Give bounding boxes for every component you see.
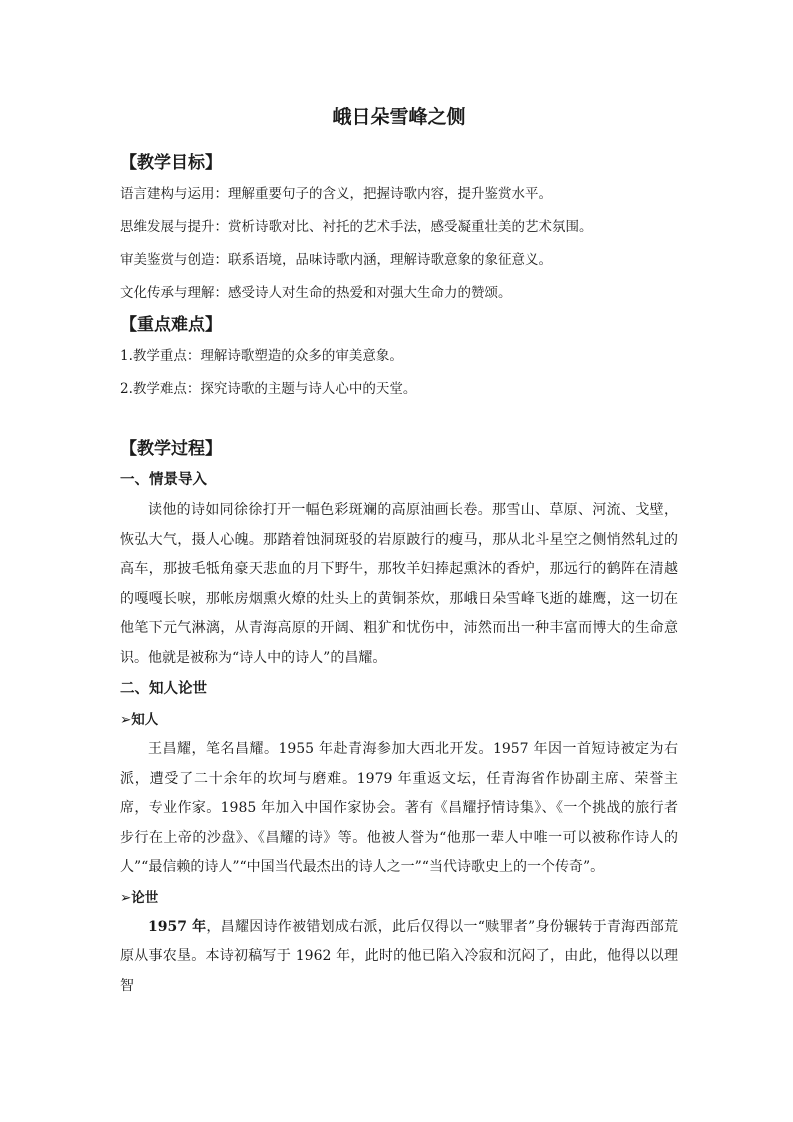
keypoint-item: 1.教学重点：理解诗歌塑造的众多的审美意象。: [120, 348, 403, 364]
process-heading: 【教学过程】: [120, 439, 222, 459]
goal-item: 审美鉴赏与创造：联系语境，品味诗歌内涵，理解诗歌意象的象征意义。: [120, 252, 552, 268]
spacer: [120, 406, 678, 434]
keypoint-item: 2.教学难点：探究诗歌的主题与诗人心中的天堂。: [120, 381, 417, 397]
goal-item: 思维发展与提升：赏析诗歌对比、衬托的艺术手法，感受凝重壮美的艺术氛围。: [120, 219, 593, 235]
part2-heading: 二、知人论世: [120, 681, 207, 697]
know-person-paragraph: 王昌耀，笔名昌耀。1955 年赴青海参加大西北开发。1957 年因一首短诗被定为右派，遭受了二十余年的坎坷与磨难。1979 年重返文坛，任青海省作协副主席、荣誉主席，专业作家。1985 年加入中国作家协会。著有《昌耀抒情诗集》、《一个挑战的旅行者步行在上帝的沙盘》、《昌耀的诗》等。他被人誉为“他那一辈人中唯一可以被称作诗人的人”“最信赖的诗人”“中国当代最杰出的诗人之一”“当代诗歌史上的一个传奇”。: [120, 741, 678, 875]
discuss-era-heading: ➢论世: [120, 889, 159, 906]
goal-item: 文化传承与理解：感受诗人对生命的热爱和对强大生命力的赞颂。: [120, 285, 512, 301]
year-bold: 1957 年: [148, 918, 207, 935]
part1-heading: 一、情景导入: [120, 472, 207, 488]
keypoints-heading: 【重点难点】: [120, 315, 222, 335]
discuss-era-paragraph: [120, 913, 678, 1002]
discuss-era-text: ，昌耀因诗作被错划成右派，此后仅得以一“赎罪者”身份辗转于青海西部荒原从事农垦。本诗初稿写于 1962 年，此时的他已陷入冷寂和沉闷了，由此，他得以以理智: [120, 918, 678, 994]
page-title: 峨日朵雪峰之侧: [332, 106, 466, 128]
goals-heading: 【教学目标】: [120, 153, 222, 173]
intro-paragraph: 读他的诗如同徐徐打开一幅色彩斑斓的高原油画长卷。那雪山、草原、河流、戈壁，恢弘大气，摄人心魄。那踏着蚀洞斑驳的岩原跛行的瘦马，那从北斗星空之侧悄然轧过的高车，那披毛牴角豪天悲血的月下野牛，那牧羊妇捧起熏沐的香炉，那远行的鹤阵在清越的嘎嘎长唳，那帐房烟熏火燎的灶头上的黄铜茶炊，那峨日朵雪峰飞逝的雄鹰，这一切在他笔下元气淋漓，从青海高原的开阔、粗犷和忧伤中，沛然而出一种丰富而博大的生命意识。他就是被称为“诗人中的诗人”的昌耀。: [120, 502, 678, 666]
goal-item: 语言建构与运用：理解重要句子的含义，把握诗歌内容，提升鉴赏水平。: [120, 186, 552, 202]
document-content: [120, 100, 678, 1001]
know-person-heading: ➢知人: [120, 712, 159, 728]
